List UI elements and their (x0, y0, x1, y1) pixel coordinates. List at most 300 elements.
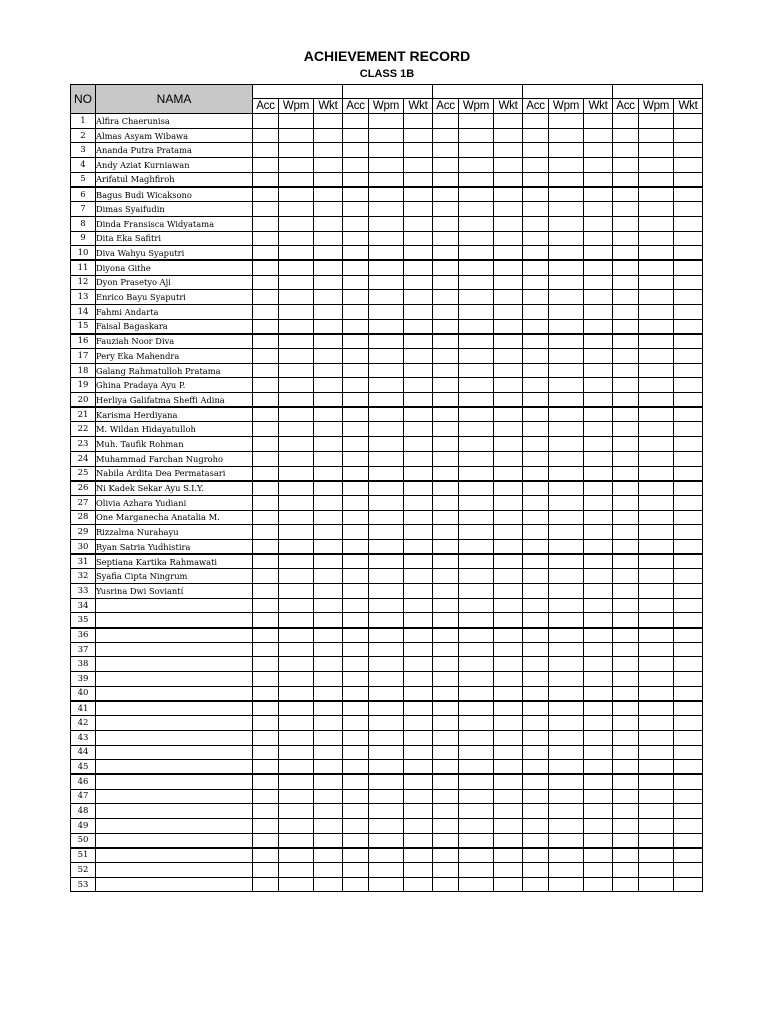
score-cell-acc (343, 334, 369, 349)
score-cell-wkt (404, 613, 433, 628)
score-cell-wkt (494, 642, 523, 657)
student-name (96, 672, 253, 687)
score-cell-wpm (549, 613, 584, 628)
score-cell-wpm (369, 231, 404, 246)
score-cell-acc (613, 437, 639, 452)
score-cell-acc (343, 833, 369, 848)
score-cell-acc (433, 525, 459, 540)
score-cell-acc (253, 202, 279, 217)
score-cell-wpm (639, 819, 674, 834)
score-cell-acc (523, 187, 549, 202)
score-cell-wpm (639, 877, 674, 892)
score-cell-wpm (279, 642, 314, 657)
score-cell-wkt (674, 628, 703, 643)
score-cell-wpm (459, 804, 494, 819)
row-number: 12 (71, 275, 96, 290)
score-cell-acc (523, 407, 549, 422)
score-cell-wkt (404, 202, 433, 217)
table-row (71, 789, 703, 804)
score-cell-acc (523, 510, 549, 525)
score-cell-wkt (494, 422, 523, 437)
score-cell-wpm (369, 642, 404, 657)
score-cell-wkt (584, 216, 613, 231)
score-cell-wpm (549, 216, 584, 231)
achievement-table (70, 84, 703, 892)
score-cell-wkt (404, 789, 433, 804)
score-cell-acc (613, 466, 639, 481)
score-cell-acc (523, 466, 549, 481)
table-row (71, 672, 703, 687)
score-cell-acc (253, 672, 279, 687)
student-name (96, 863, 253, 878)
score-cell-wpm (549, 495, 584, 510)
score-cell-wpm (279, 481, 314, 496)
score-cell-wkt (314, 628, 343, 643)
score-cell-acc (253, 863, 279, 878)
score-cell-acc (343, 525, 369, 540)
score-cell-wkt (314, 246, 343, 261)
score-cell-wkt (494, 334, 523, 349)
score-cell-wkt (674, 642, 703, 657)
score-cell-wkt (404, 804, 433, 819)
score-cell-wkt (404, 114, 433, 129)
period-header-2 (343, 85, 433, 99)
score-cell-wpm (639, 804, 674, 819)
score-cell-wkt (494, 877, 523, 892)
score-cell-wpm (369, 407, 404, 422)
score-cell-wkt (674, 848, 703, 863)
score-cell-acc (613, 716, 639, 731)
score-cell-acc (343, 481, 369, 496)
table-row (71, 393, 703, 408)
student-name (96, 804, 253, 819)
score-cell-acc (253, 466, 279, 481)
score-cell-wpm (279, 114, 314, 129)
score-cell-acc (613, 172, 639, 187)
score-cell-wkt (314, 481, 343, 496)
score-cell-wkt (674, 216, 703, 231)
score-cell-wkt (674, 451, 703, 466)
row-number: 51 (71, 848, 96, 863)
student-name: Septiana Kartika Rahmawati (96, 554, 253, 569)
score-cell-wpm (369, 143, 404, 158)
score-cell-acc (253, 819, 279, 834)
table-row (71, 290, 703, 305)
score-cell-wpm (369, 525, 404, 540)
score-cell-wkt (674, 349, 703, 364)
student-name: One Marganecha Anatalia M. (96, 510, 253, 525)
student-name: Muhammad Farchan Nugroho (96, 451, 253, 466)
score-cell-wkt (584, 260, 613, 275)
score-cell-wkt (404, 495, 433, 510)
score-cell-wkt (404, 598, 433, 613)
score-cell-acc (343, 246, 369, 261)
score-cell-wkt (404, 246, 433, 261)
score-cell-acc (253, 334, 279, 349)
score-cell-wpm (639, 495, 674, 510)
score-cell-wpm (279, 774, 314, 789)
score-cell-wpm (279, 598, 314, 613)
score-cell-acc (433, 143, 459, 158)
score-cell-acc (433, 422, 459, 437)
score-cell-acc (613, 877, 639, 892)
score-cell-wpm (369, 393, 404, 408)
student-name: Dita Eka Safitri (96, 231, 253, 246)
row-number: 8 (71, 216, 96, 231)
score-cell-acc (523, 863, 549, 878)
score-cell-wkt (404, 378, 433, 393)
period-header-4 (523, 85, 613, 99)
score-cell-wpm (549, 525, 584, 540)
score-cell-wkt (494, 760, 523, 775)
row-number: 47 (71, 789, 96, 804)
row-number: 22 (71, 422, 96, 437)
score-cell-acc (523, 760, 549, 775)
student-name (96, 628, 253, 643)
score-cell-acc (433, 804, 459, 819)
score-cell-wpm (369, 275, 404, 290)
score-cell-wkt (584, 363, 613, 378)
score-cell-wkt (584, 128, 613, 143)
score-cell-wkt (314, 760, 343, 775)
student-name: Muh. Taufik Rohman (96, 437, 253, 452)
score-cell-wkt (584, 819, 613, 834)
score-cell-wpm (369, 481, 404, 496)
score-cell-wpm (369, 114, 404, 129)
score-cell-acc (523, 525, 549, 540)
score-cell-acc (523, 701, 549, 716)
score-cell-wpm (459, 569, 494, 584)
score-cell-wpm (549, 760, 584, 775)
score-cell-acc (253, 260, 279, 275)
score-cell-wkt (404, 760, 433, 775)
row-number: 50 (71, 833, 96, 848)
score-cell-wkt (404, 863, 433, 878)
score-cell-acc (433, 510, 459, 525)
table-row (71, 216, 703, 231)
score-cell-wpm (549, 584, 584, 599)
row-number: 20 (71, 393, 96, 408)
score-cell-acc (433, 877, 459, 892)
score-cell-acc (613, 187, 639, 202)
table-row (71, 598, 703, 613)
score-cell-acc (253, 598, 279, 613)
table-row (71, 804, 703, 819)
score-cell-acc (253, 789, 279, 804)
row-number: 16 (71, 334, 96, 349)
score-cell-wkt (494, 672, 523, 687)
score-cell-wkt (674, 172, 703, 187)
score-cell-wpm (639, 304, 674, 319)
score-cell-acc (613, 304, 639, 319)
score-cell-wkt (314, 584, 343, 599)
score-cell-wkt (494, 246, 523, 261)
score-cell-wpm (369, 848, 404, 863)
score-cell-acc (343, 187, 369, 202)
table-row (71, 275, 703, 290)
score-cell-wpm (549, 745, 584, 760)
score-cell-wkt (314, 363, 343, 378)
score-cell-wkt (314, 730, 343, 745)
table-row (71, 833, 703, 848)
score-cell-wkt (584, 584, 613, 599)
score-cell-wkt (584, 407, 613, 422)
score-cell-acc (433, 304, 459, 319)
score-cell-wkt (404, 407, 433, 422)
score-cell-wpm (549, 819, 584, 834)
score-cell-wpm (639, 393, 674, 408)
student-name: Dimas Syaifudin (96, 202, 253, 217)
table-row (71, 422, 703, 437)
score-cell-wkt (494, 187, 523, 202)
score-cell-acc (343, 143, 369, 158)
score-cell-acc (433, 407, 459, 422)
score-cell-acc (433, 216, 459, 231)
score-cell-wkt (674, 466, 703, 481)
score-cell-wpm (549, 304, 584, 319)
score-cell-acc (433, 290, 459, 305)
column-header-wkt: Wkt (494, 99, 523, 114)
score-cell-wpm (639, 349, 674, 364)
score-cell-wpm (639, 246, 674, 261)
score-cell-wpm (279, 187, 314, 202)
score-cell-wkt (494, 363, 523, 378)
score-cell-acc (523, 495, 549, 510)
score-cell-wpm (639, 554, 674, 569)
score-cell-wkt (584, 525, 613, 540)
score-cell-wpm (459, 363, 494, 378)
score-cell-wpm (459, 172, 494, 187)
score-cell-wkt (314, 304, 343, 319)
score-cell-wpm (549, 290, 584, 305)
score-cell-wkt (404, 554, 433, 569)
student-name (96, 613, 253, 628)
score-cell-wkt (584, 187, 613, 202)
score-cell-wpm (549, 466, 584, 481)
score-cell-wkt (314, 525, 343, 540)
score-cell-wkt (494, 863, 523, 878)
score-cell-acc (523, 877, 549, 892)
student-name: Bagus Budi Wicaksono (96, 187, 253, 202)
score-cell-acc (433, 789, 459, 804)
score-cell-wpm (639, 672, 674, 687)
score-cell-wkt (674, 716, 703, 731)
score-cell-acc (523, 246, 549, 261)
score-cell-wpm (459, 481, 494, 496)
score-cell-acc (523, 349, 549, 364)
row-number: 14 (71, 304, 96, 319)
table-row (71, 657, 703, 672)
score-cell-wpm (549, 863, 584, 878)
score-cell-wkt (314, 495, 343, 510)
score-cell-wkt (314, 422, 343, 437)
score-cell-wkt (584, 246, 613, 261)
score-cell-acc (613, 128, 639, 143)
student-name (96, 716, 253, 731)
score-cell-acc (253, 716, 279, 731)
score-cell-acc (613, 510, 639, 525)
score-cell-acc (613, 246, 639, 261)
score-cell-acc (343, 554, 369, 569)
row-number: 32 (71, 569, 96, 584)
score-cell-acc (433, 495, 459, 510)
score-cell-acc (613, 143, 639, 158)
score-cell-wkt (404, 349, 433, 364)
score-cell-wkt (584, 642, 613, 657)
score-cell-wpm (369, 172, 404, 187)
score-cell-acc (433, 451, 459, 466)
score-cell-wkt (584, 789, 613, 804)
score-cell-wkt (494, 290, 523, 305)
column-header-acc: Acc (613, 99, 639, 114)
score-cell-acc (253, 613, 279, 628)
score-cell-acc (343, 672, 369, 687)
score-cell-wkt (674, 495, 703, 510)
student-name: Rizzalma Nurahayu (96, 525, 253, 540)
score-cell-wkt (494, 319, 523, 334)
score-cell-wpm (549, 172, 584, 187)
score-cell-wpm (459, 745, 494, 760)
score-cell-acc (613, 584, 639, 599)
page-title: ACHIEVEMENT RECORD (303, 48, 471, 64)
score-cell-wpm (549, 598, 584, 613)
column-header-wkt: Wkt (404, 99, 433, 114)
score-cell-acc (433, 231, 459, 246)
student-name: Dyon Prasetyo Aji (96, 275, 253, 290)
score-cell-wpm (549, 774, 584, 789)
score-cell-wpm (549, 672, 584, 687)
table-row (71, 451, 703, 466)
score-cell-wpm (279, 672, 314, 687)
row-number: 26 (71, 481, 96, 496)
score-cell-wkt (314, 260, 343, 275)
score-cell-wkt (314, 657, 343, 672)
score-cell-wpm (639, 774, 674, 789)
score-cell-wkt (584, 701, 613, 716)
score-cell-wkt (314, 819, 343, 834)
score-cell-acc (253, 246, 279, 261)
score-cell-wkt (584, 304, 613, 319)
score-cell-acc (343, 877, 369, 892)
score-cell-acc (343, 789, 369, 804)
score-cell-acc (433, 774, 459, 789)
score-cell-acc (343, 304, 369, 319)
score-cell-acc (433, 701, 459, 716)
table-row (71, 172, 703, 187)
table-row (71, 378, 703, 393)
score-cell-wpm (639, 569, 674, 584)
row-number: 44 (71, 745, 96, 760)
score-cell-acc (343, 407, 369, 422)
score-cell-wpm (459, 143, 494, 158)
score-cell-wkt (674, 877, 703, 892)
score-cell-wpm (459, 407, 494, 422)
score-cell-acc (343, 466, 369, 481)
score-cell-wkt (494, 584, 523, 599)
table-row (71, 613, 703, 628)
score-cell-wkt (584, 613, 613, 628)
score-cell-wkt (674, 584, 703, 599)
score-cell-wpm (549, 657, 584, 672)
score-cell-wkt (404, 701, 433, 716)
score-cell-acc (433, 128, 459, 143)
student-name: Yusrina Dwi Soviantí (96, 584, 253, 599)
score-cell-acc (253, 437, 279, 452)
score-cell-acc (613, 319, 639, 334)
score-cell-acc (343, 510, 369, 525)
score-cell-acc (523, 143, 549, 158)
score-cell-acc (433, 319, 459, 334)
score-cell-wpm (459, 774, 494, 789)
score-cell-wpm (639, 657, 674, 672)
score-cell-wpm (279, 848, 314, 863)
score-cell-wkt (584, 848, 613, 863)
row-number: 23 (71, 437, 96, 452)
score-cell-wkt (404, 481, 433, 496)
score-cell-wkt (314, 539, 343, 554)
table-body (71, 114, 703, 892)
score-cell-wpm (369, 554, 404, 569)
score-cell-wkt (584, 686, 613, 701)
score-cell-wkt (494, 539, 523, 554)
score-cell-wpm (549, 260, 584, 275)
score-cell-wpm (639, 260, 674, 275)
score-cell-wkt (494, 569, 523, 584)
header-row-top (71, 85, 703, 99)
score-cell-wpm (279, 275, 314, 290)
score-cell-acc (433, 584, 459, 599)
score-cell-acc (343, 216, 369, 231)
score-cell-wpm (279, 349, 314, 364)
row-number: 7 (71, 202, 96, 217)
score-cell-wpm (279, 158, 314, 173)
row-number: 15 (71, 319, 96, 334)
score-cell-acc (613, 848, 639, 863)
score-cell-wkt (584, 657, 613, 672)
score-cell-acc (433, 745, 459, 760)
score-cell-acc (253, 848, 279, 863)
column-header-acc: Acc (253, 99, 279, 114)
score-cell-acc (433, 481, 459, 496)
score-cell-wkt (314, 114, 343, 129)
score-cell-wkt (314, 701, 343, 716)
score-cell-wkt (584, 437, 613, 452)
score-cell-wpm (369, 745, 404, 760)
score-cell-acc (523, 319, 549, 334)
score-cell-wpm (549, 422, 584, 437)
score-cell-wpm (279, 539, 314, 554)
score-cell-wpm (279, 407, 314, 422)
score-cell-acc (613, 349, 639, 364)
score-cell-wkt (494, 202, 523, 217)
score-cell-wkt (314, 613, 343, 628)
score-cell-wpm (639, 422, 674, 437)
page-subtitle: CLASS 1B (359, 68, 415, 80)
student-name (96, 730, 253, 745)
table-row (71, 246, 703, 261)
score-cell-wpm (369, 334, 404, 349)
score-cell-wkt (494, 393, 523, 408)
score-cell-acc (343, 260, 369, 275)
score-cell-wkt (674, 569, 703, 584)
score-cell-wkt (674, 745, 703, 760)
score-cell-wkt (404, 539, 433, 554)
score-cell-wpm (279, 510, 314, 525)
table-row (71, 407, 703, 422)
student-name: Olivia Azhara Yudiani (96, 495, 253, 510)
score-cell-wpm (639, 437, 674, 452)
score-cell-wpm (459, 584, 494, 599)
